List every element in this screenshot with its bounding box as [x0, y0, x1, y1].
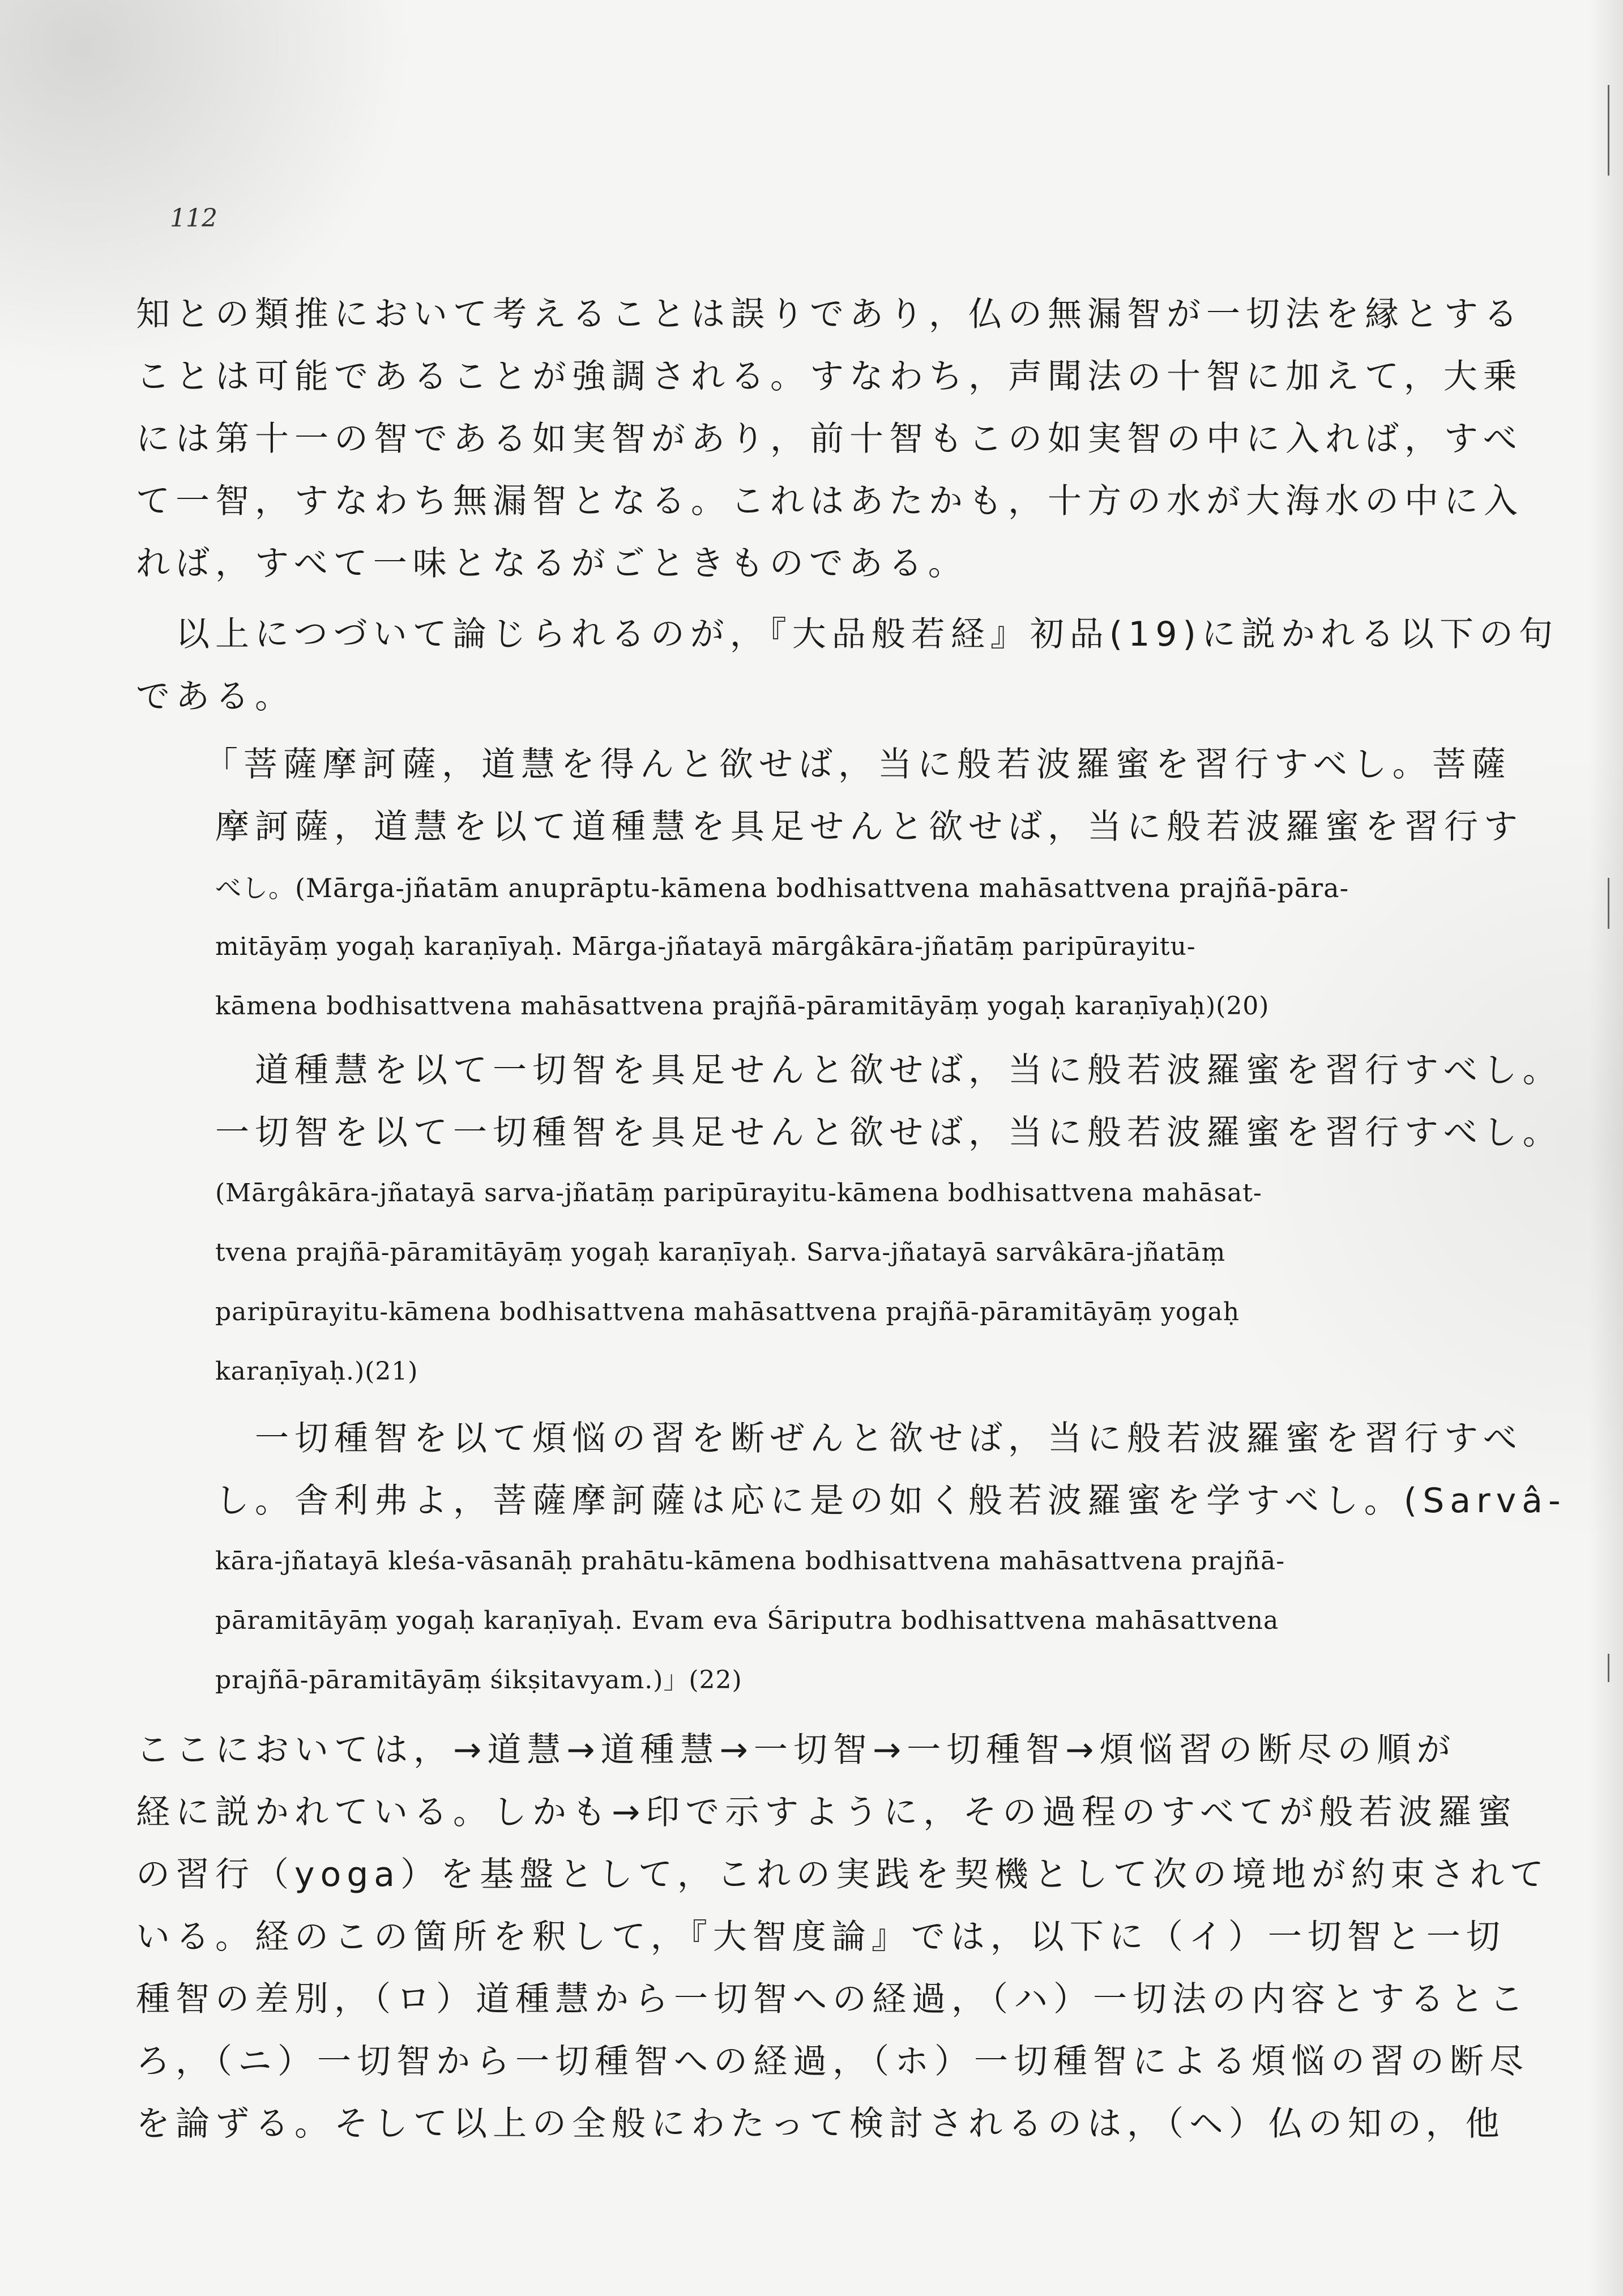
quote-line: べし。(Mārga-jñatām anuprāptu-kāmena bodhisattvena mahāsattvena prajñā-pāra-: [215, 873, 1349, 903]
quote-line: tvena prajñā-pāramitāyāṃ yogaḥ karaṇīyaḥ. Sarva-jñatayā sarvâkāra-jñatāṃ: [215, 1238, 1226, 1267]
quote-line: 「菩薩摩訶薩，道慧を得んと欲せば，当に般若波羅蜜を習行すべし。菩薩: [204, 745, 1511, 784]
quote-line: 摩訶薩，道慧を以て道種慧を具足せんと欲せば，当に般若波羅蜜を習行す: [215, 807, 1523, 847]
quote-line: kāmena bodhisattvena mahāsattvena prajñā-pāramitāyāṃ yogaḥ karaṇīyaḥ)(20): [215, 992, 1270, 1021]
quote-line: kāra-jñatayā kleśa-vāsanāḥ prahātu-kāmena bodhisattvena mahāsattvena prajñā-: [215, 1547, 1285, 1576]
text-line: 知との類推において考えることは誤りであり，仏の無漏智が一切法を縁とする: [136, 295, 1523, 334]
text-line: ろ，（ニ）一切智から一切種智への経過，（ホ）一切種智による煩悩の習の断尽: [136, 2042, 1529, 2081]
text-line: ここにおいては，→道慧→道種慧→一切智→一切種智→煩悩習の断尽の順が: [136, 1730, 1457, 1770]
edge-mark: [1608, 878, 1609, 929]
text-line: ことは可能であることが強調される。すなわち，声聞法の十智に加えて，大乗: [136, 357, 1523, 396]
text-line: 種智の差別，（ロ）道種慧から一切智への経過，（ハ）一切法の内容とするとこ: [136, 1979, 1529, 2019]
quote-line: (Mārgâkāra-jñatayā sarva-jñatāṃ paripūrayitu-kāmena bodhisattvena mahāsat-: [215, 1179, 1262, 1207]
text-line: である。: [136, 677, 294, 716]
edge-mark: [1608, 1654, 1609, 1682]
quote-line: 一切種智を以て煩悩の習を断ぜんと欲せば，当に般若波羅蜜を習行すべ: [215, 1419, 1523, 1458]
quote-line: し。舎利弗よ，菩薩摩訶薩は応に是の如く般若波羅蜜を学すべし。(Sarvâ-: [215, 1481, 1566, 1521]
quote-line: pāramitāyāṃ yogaḥ karaṇīyaḥ. Evam eva Śāriputra bodhisattvena mahāsattvena: [215, 1606, 1279, 1635]
quote-line: mitāyāṃ yogaḥ karaṇīyaḥ. Mārga-jñatayā mārgâkāra-jñatāṃ paripūrayitu-: [215, 932, 1196, 961]
quote-line: paripūrayitu-kāmena bodhisattvena mahāsattvena prajñā-pāramitāyāṃ yogaḥ: [215, 1298, 1240, 1326]
page-number: 112: [170, 204, 217, 233]
quote-line: karaṇīyaḥ.)(21): [215, 1357, 418, 1386]
text-line: れば，すべて一味となるがごときものである。: [136, 544, 968, 583]
text-line: 以上につづいて論じられるのが，『大品般若経』初品(19)に説かれる以下の句: [136, 614, 1558, 654]
quote-line: prajñā-pāramitāyāṃ śikṣitavyam.)」(22): [215, 1666, 742, 1695]
text-line: 経に説かれている。しかも→印で示すように，その過程のすべてが般若波羅蜜: [136, 1793, 1518, 1832]
page-edge-shadow: [1589, 0, 1623, 2296]
quote-line: 道種慧を以て一切智を具足せんと欲せば，当に般若波羅蜜を習行すべし。: [215, 1051, 1562, 1090]
text-line: いる。経のこの箇所を釈して，『大智度論』では，以下に（イ）一切智と一切: [136, 1917, 1506, 1957]
text-line: には第十一の智である如実智があり，前十智もこの如実智の中に入れば，すべ: [136, 419, 1523, 459]
text-line: を論ずる。そして以上の全般にわたって検討されるのは，（ヘ）仏の知の，他: [136, 2104, 1505, 2144]
text-line: て一智，すなわち無漏智となる。これはあたかも，十方の水が大海水の中に入: [136, 481, 1523, 521]
text-line: の習行（yoga）を基盤として，これの実践を契機として次の境地が約束されて: [136, 1855, 1549, 1894]
quote-line: 一切智を以て一切種智を具足せんと欲せば，当に般若波羅蜜を習行すべし。: [215, 1113, 1562, 1153]
edge-mark: [1608, 85, 1609, 176]
